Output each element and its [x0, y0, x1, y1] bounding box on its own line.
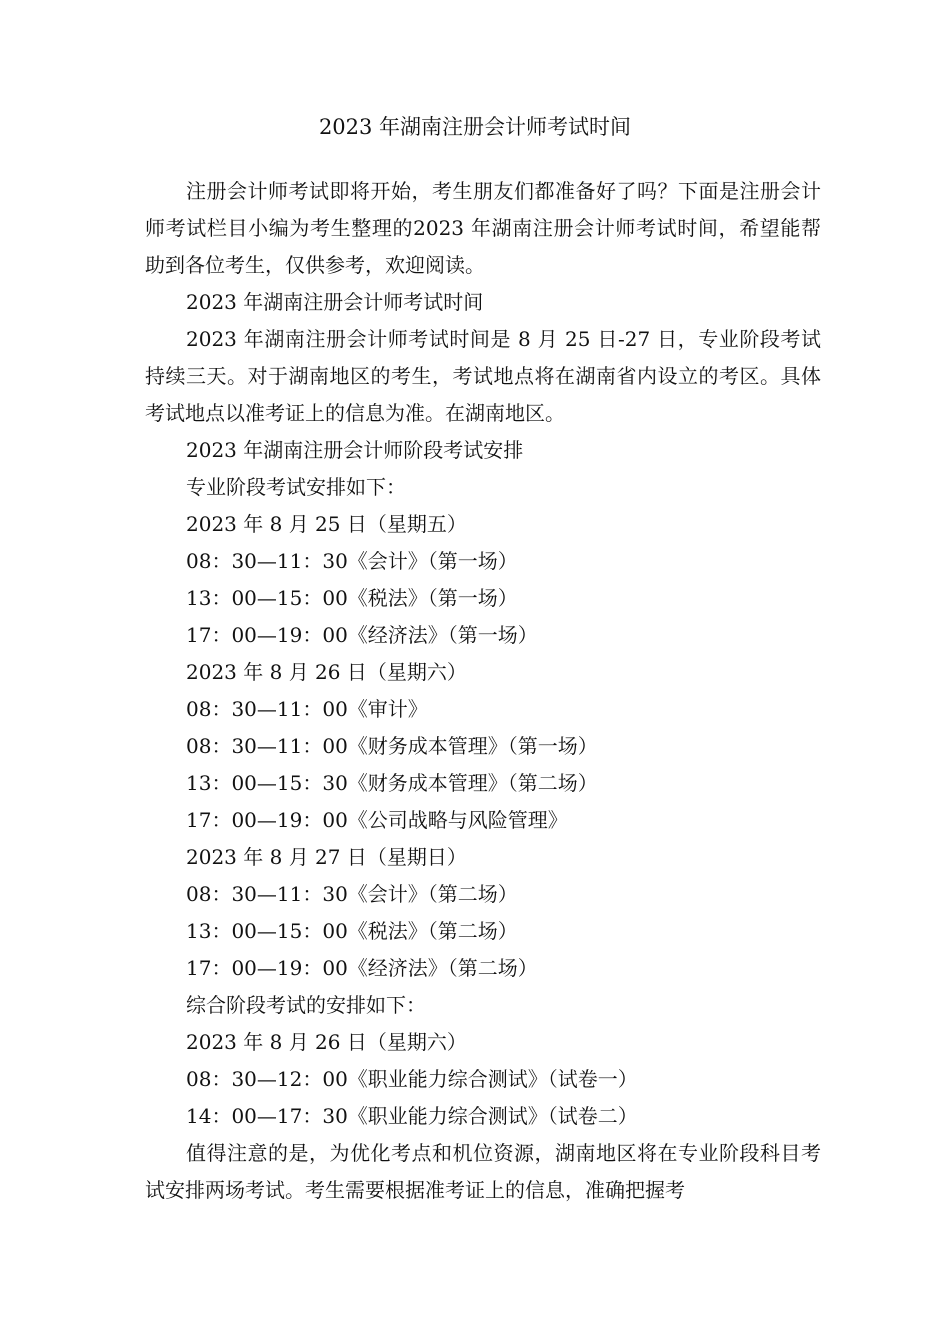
schedule-item: 08：30—12：00《职业能力综合测试》（试卷一） — [186, 1067, 638, 1091]
exam-time-paragraph: 2023 年湖南注册会计师考试时间是 8 月 25 日-27 日，专业阶段考试持续三天。对于湖南地区的考生，考试地点将在湖南省内设立的考区。具体考试地点以准考证上的信息为准。在湖南地区。 — [145, 327, 821, 425]
schedule-date-aug26-comprehensive: 2023 年 8 月 26 日（星期六） — [186, 1030, 467, 1054]
schedule-date-aug26: 2023 年 8 月 26 日（星期六） — [186, 660, 467, 684]
schedule-item: 17：00—19：00《经济法》（第二场） — [186, 956, 538, 980]
schedule-item: 17：00—19：00《公司战略与风险管理》 — [186, 808, 568, 832]
schedule-item: 13：00—15：30《财务成本管理》（第二场） — [186, 771, 598, 795]
schedule-date-aug27: 2023 年 8 月 27 日（星期日） — [186, 845, 467, 869]
document-title: 2023 年湖南注册会计师考试时间 — [318, 115, 632, 139]
document-body — [145, 173, 821, 1209]
schedule-item: 13：00—15：00《税法》（第一场） — [186, 586, 518, 610]
comprehensive-stage-heading: 综合阶段考试的安排如下： — [186, 993, 426, 1017]
schedule-item: 08：30—11：30《会计》（第一场） — [186, 549, 518, 573]
section-heading-schedule: 2023 年湖南注册会计师阶段考试安排 — [186, 438, 524, 462]
schedule-date-aug25: 2023 年 8 月 25 日（星期五） — [186, 512, 467, 536]
schedule-item: 08：30—11：00《财务成本管理》（第一场） — [186, 734, 598, 758]
schedule-item: 17：00—19：00《经济法》（第一场） — [186, 623, 538, 647]
schedule-item: 14：00—17：30《职业能力综合测试》（试卷二） — [186, 1104, 638, 1128]
section-heading-exam-time: 2023 年湖南注册会计师考试时间 — [186, 290, 484, 314]
note-paragraph: 值得注意的是，为优化考点和机位资源，湖南地区将在专业阶段科目考试安排两场考试。考生需要根据准考证上的信息，准确把握考 — [145, 1141, 821, 1202]
schedule-item: 08：30—11：00《审计》 — [186, 697, 428, 721]
schedule-item: 08：30—11：30《会计》（第二场） — [186, 882, 518, 906]
schedule-item: 13：00—15：00《税法》（第二场） — [186, 919, 518, 943]
intro-paragraph: 注册会计师考试即将开始，考生朋友们都准备好了吗？下面是注册会计师考试栏目小编为考生整理的2023 年湖南注册会计师考试时间，希望能帮助到各位考生，仅供参考，欢迎阅读。 — [145, 179, 821, 277]
professional-stage-heading: 专业阶段考试安排如下： — [186, 475, 406, 499]
